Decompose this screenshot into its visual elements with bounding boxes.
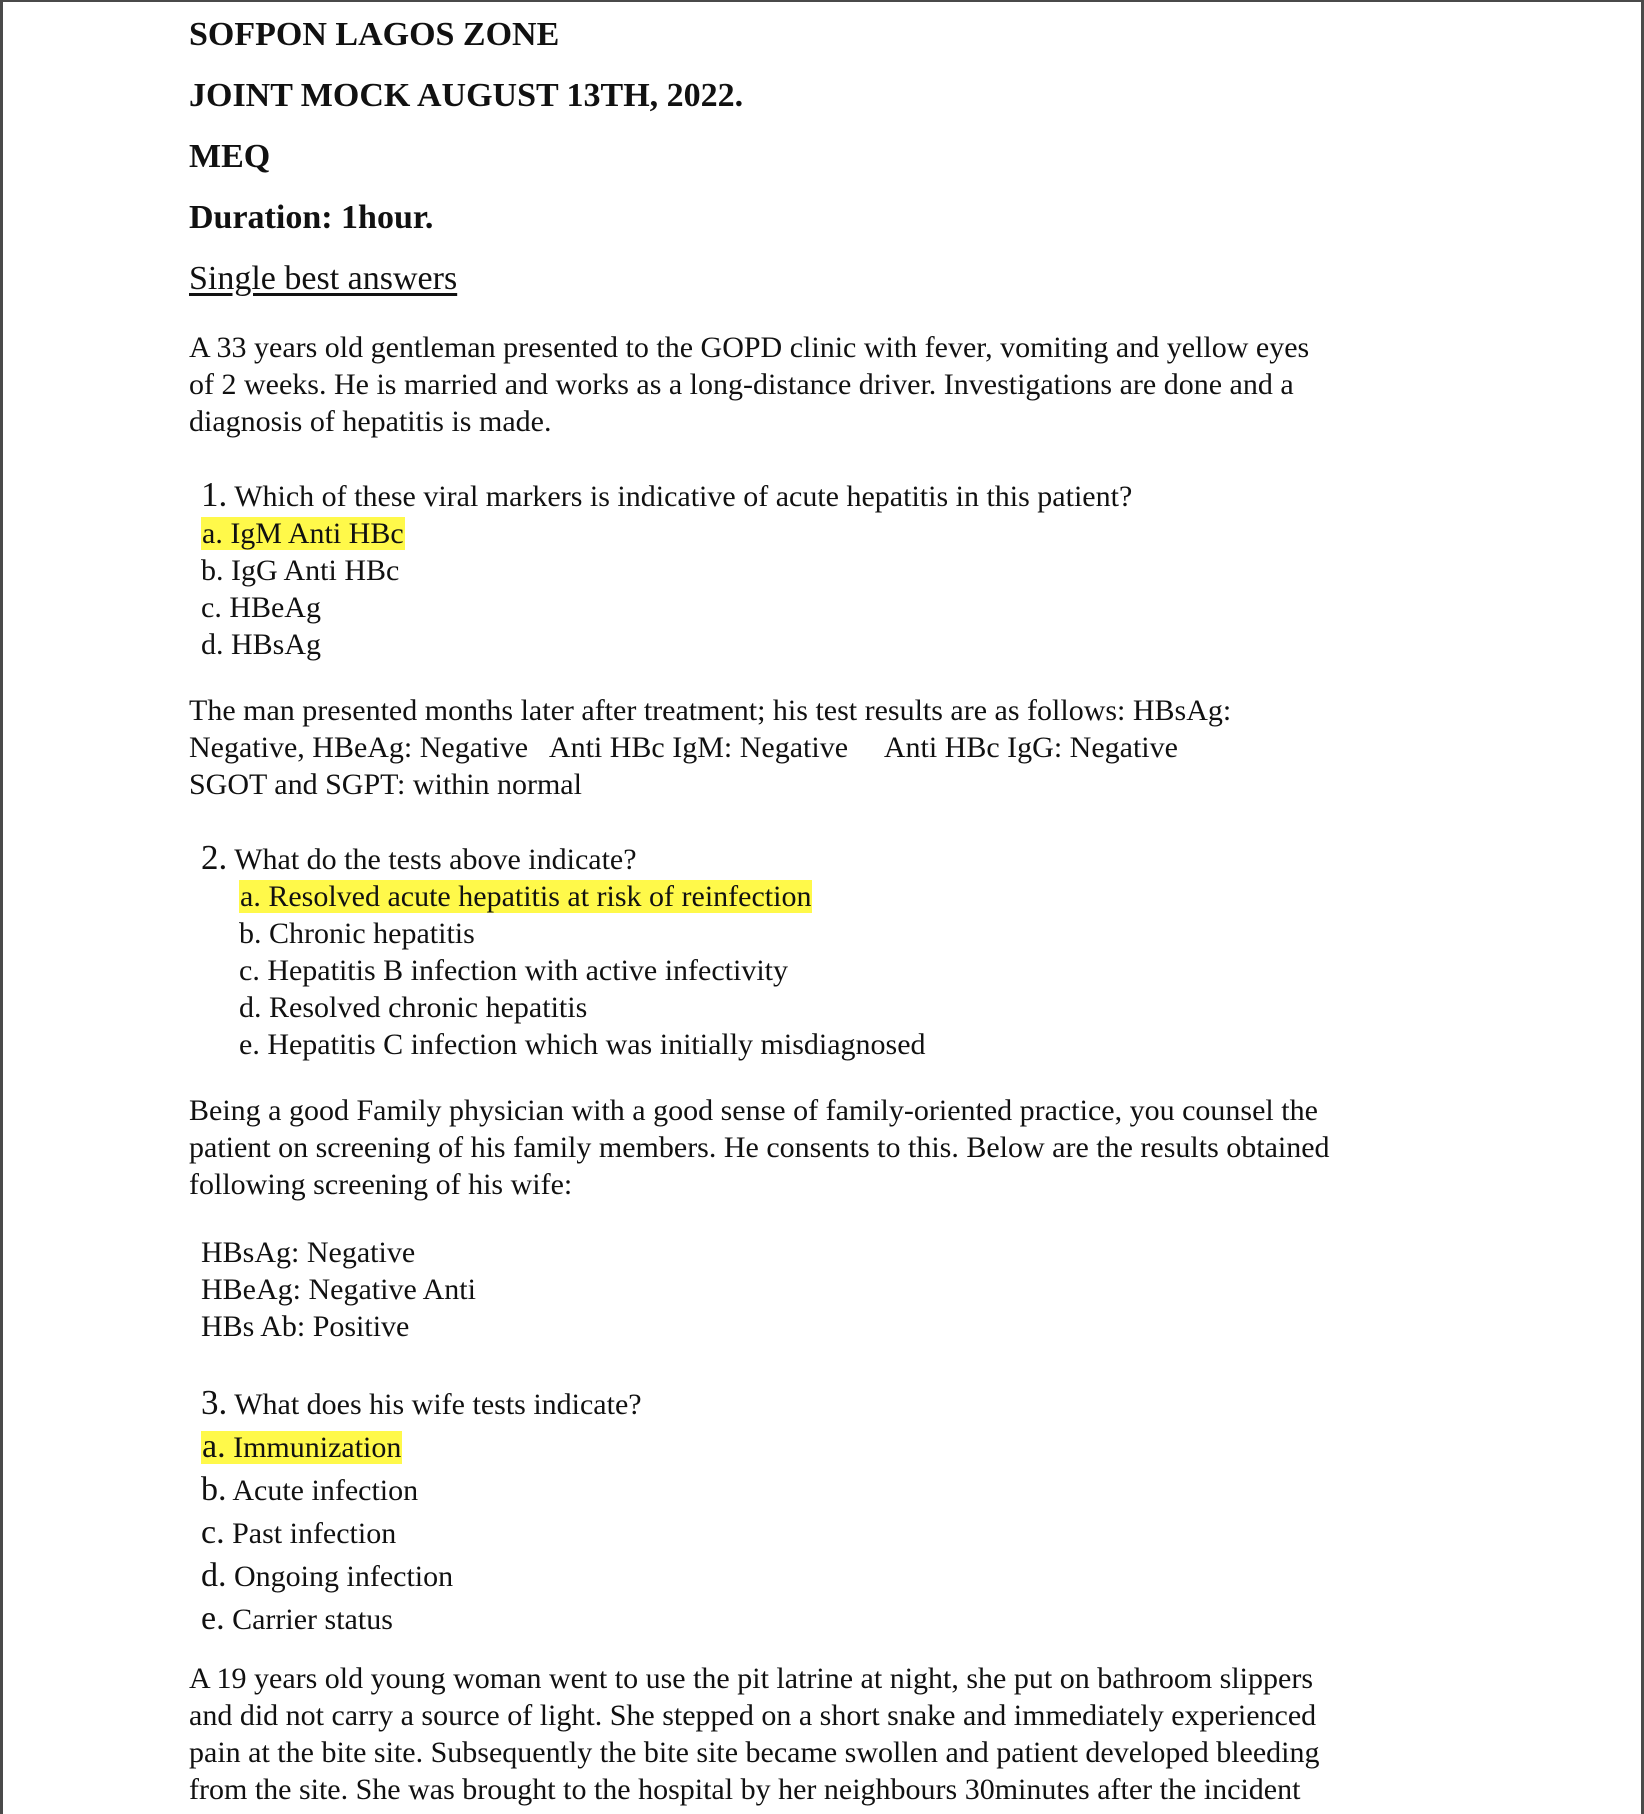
option: b. IgG Anti HBc <box>201 554 400 587</box>
case-4-line: A 19 years old young woman went to use the pit latrine at night, she put on bathroom slippers <box>189 1662 1313 1695</box>
zone-title: SOFPON LAGOS ZONE <box>189 16 560 53</box>
option <box>201 1555 642 1598</box>
option-text: Past infection <box>232 1517 397 1550</box>
option-letter: c. <box>201 1514 225 1551</box>
question-number: 1. <box>201 475 228 514</box>
case-3-line: following screening of his wife: <box>189 1168 573 1201</box>
case-4-paragraph <box>189 1660 1459 1808</box>
option-letter: d. <box>201 1557 227 1594</box>
mock-title: JOINT MOCK AUGUST 13TH, 2022. <box>189 77 744 114</box>
option-letter: a. <box>202 1428 226 1465</box>
case-4-line: and did not carry a source of light. She stepped on a short snake and immediately experienced <box>189 1699 1317 1732</box>
result-line: HBs Ab: Positive <box>201 1310 410 1343</box>
question-text: What do the tests above indicate? <box>234 843 637 876</box>
option-correct: a. Resolved acute hepatitis at risk of reinfection <box>240 880 812 913</box>
option <box>201 1598 642 1641</box>
option-letter: e. <box>201 1600 225 1637</box>
case-3-line: patient on screening of his family members. He consents to this. Below are the results obtained <box>189 1131 1330 1164</box>
option-correct <box>201 1428 402 1465</box>
option-correct: a. IgM Anti HBc <box>202 517 404 550</box>
question-1 <box>201 476 1132 663</box>
duration: Duration: 1hour. <box>189 199 434 236</box>
option: c. HBeAg <box>201 591 321 624</box>
question-number: 3. <box>201 1383 228 1422</box>
case-4-line: from the site. She was brought to the hospital by her neighbours 30minutes after the incident <box>189 1773 1301 1806</box>
section-heading: Single best answers <box>189 260 458 297</box>
case-2-line: The man presented months later after treatment; his test results are as follows: HBsAg: <box>189 694 1232 727</box>
case-2-line: Negative, HBeAg: Negative Anti HBc IgM: Negative Anti HBc IgG: Negative <box>189 731 1178 764</box>
case-1-line: diagnosis of hepatitis is made. <box>189 405 552 438</box>
question-3 <box>201 1382 642 1641</box>
result-line: HBeAg: Negative Anti <box>201 1273 476 1306</box>
option <box>201 1512 642 1555</box>
question-2 <box>201 839 926 1063</box>
option: d. HBsAg <box>201 628 322 661</box>
option <box>201 1469 642 1512</box>
case-1-line: of 2 weeks. He is married and works as a long-distance driver. Investigations are done and a <box>189 368 1294 401</box>
exam-type: MEQ <box>189 138 271 175</box>
question-2-options <box>201 878 926 1063</box>
case-2-line: SGOT and SGPT: within normal <box>189 768 582 801</box>
question-text: What does his wife tests indicate? <box>234 1388 642 1421</box>
question-number: 2. <box>201 838 228 877</box>
option-text: Acute infection <box>232 1474 419 1507</box>
option: b. Chronic hepatitis <box>239 917 475 950</box>
case-1-line: A 33 years old gentleman presented to the GOPD clinic with fever, vomiting and yellow eyes <box>189 331 1310 364</box>
option: c. Hepatitis B infection with active infectivity <box>239 954 789 987</box>
case-4-line: pain at the bite site. Subsequently the bite site became swollen and patient developed bleeding <box>189 1736 1320 1769</box>
case-2-paragraph <box>189 692 1459 803</box>
option-letter: b. <box>201 1471 227 1508</box>
option-text: Ongoing infection <box>234 1560 454 1593</box>
wife-results <box>201 1234 476 1345</box>
question-text: Which of these viral markers is indicative of acute hepatitis in this patient? <box>234 480 1133 513</box>
option: e. Hepatitis C infection which was initially misdiagnosed <box>239 1028 926 1061</box>
case-1-paragraph <box>189 329 1459 440</box>
case-3-line: Being a good Family physician with a good sense of family-oriented practice, you counsel the <box>189 1094 1318 1127</box>
result-line: HBsAg: Negative <box>201 1236 416 1269</box>
option-text: Immunization <box>233 1431 402 1464</box>
option: d. Resolved chronic hepatitis <box>239 991 588 1024</box>
case-3-paragraph <box>189 1092 1459 1203</box>
option-text: Carrier status <box>232 1603 393 1636</box>
